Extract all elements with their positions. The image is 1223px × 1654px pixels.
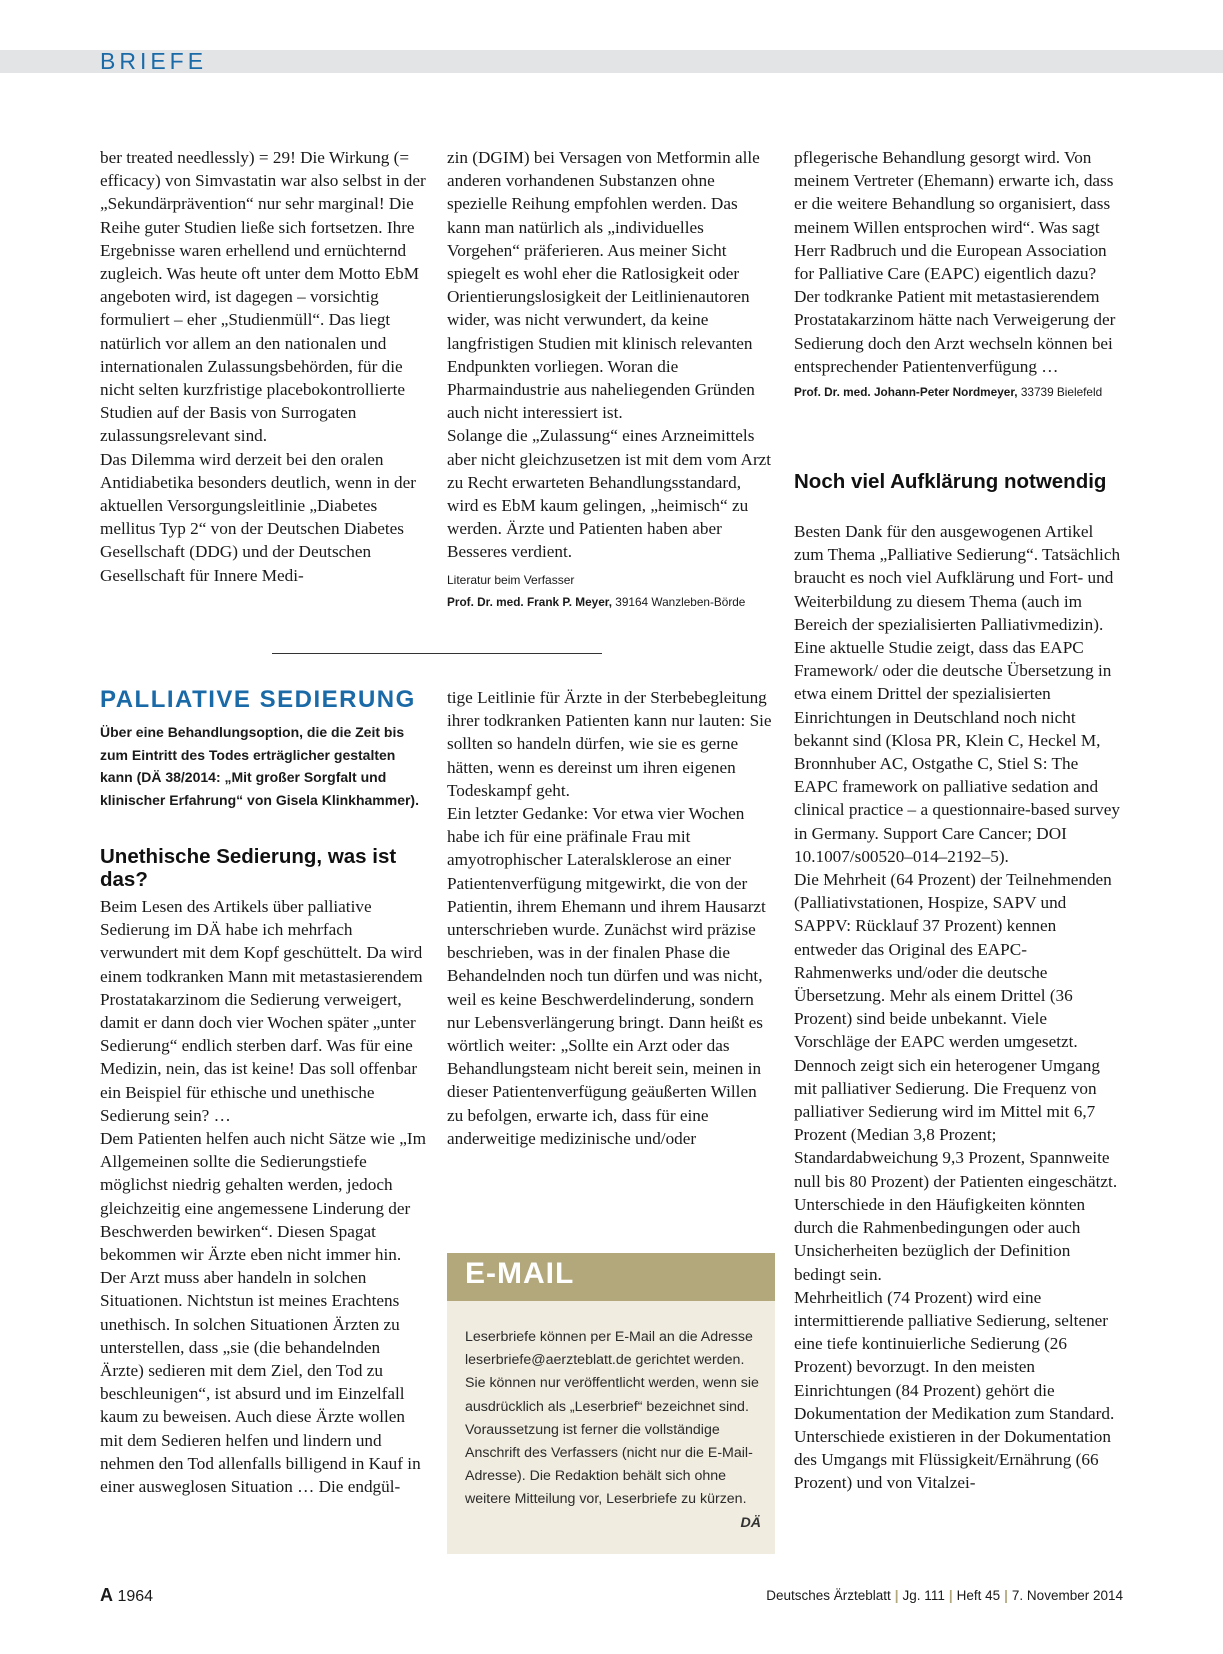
col1-top-text xyxy=(100,146,428,587)
paragraph: Besten Dank für den ausgewogenen Artikel zum Thema „Palliative Sedierung“. Tatsächlich braucht es noch viel Aufklärung und Fort- und Weiterbildung zu diesem Thema (auch im Bereich der spezialisierten Palliativmedizin). Eine aktuelle Studie zeigt, dass das EAPC Framework/ oder die deutsche Übersetzung in etwa einem Drittel der spezialisierten Einrichtungen in Deutschland noch nicht bekannt sind (Klosa PR, Klein C, Heckel M, Bronnhuber AC, Ostgathe C, Stiel S: The EAPC framework on palliative sedation and clinical practice – a questionnaire-based survey in Germany. Support Care Cancer; DOI 10.1007/s00520–014–2192–5). xyxy=(794,522,1121,866)
journal-issue: Heft 45 xyxy=(956,1588,1001,1603)
paragraph: Solange die „Zulassung“ eines Arzneimittels aber nicht gleichzusetzen ist mit dem vom Arzt zu Recht erwarteten Behandlungsstandard, wird es EbM kaum gelingen, „heimisch“ zu werden. Ärzte und Patienten haben aber Besseres verdient. xyxy=(447,426,772,562)
section-label: BRIEFE xyxy=(100,48,208,74)
col3-top-text xyxy=(794,146,1122,400)
author-location: 39164 Wanzleben-Börde xyxy=(615,594,746,609)
page-number xyxy=(100,1585,153,1606)
email-signature: DÄ xyxy=(740,1514,761,1531)
page-prefix: A xyxy=(100,1585,113,1605)
letter1-body xyxy=(100,895,428,1498)
paragraph: Ein letzter Gedanke: Vor etwa vier Wochen habe ich für eine präfinale Frau mit amyotrophischer Lateralsklerose an einer Patientenverfügung mitgewirkt, die von der Patientin, ihrem Ehemann und ihrem Hausarzt unterschrieben wurde. Zunächst wird präzise beschrieben, was in der finalen Phase die Behandelnden noch tun dürfen und was nicht, weil es keine Beschwerdelinderung, sondern nur Lebensverlängerung bringt. Dann heißt es wörtlich weiter: „Sollte ein Arzt oder das Behandlungsteam nicht bereit sein, meinen in dieser Patientenverfügung geäußerten Willen zu befolgen, erwarte ich, dass für eine anderweitige medizinische und/oder xyxy=(447,804,766,1148)
paragraph: Das Dilemma wird derzeit bei den oralen Antidiabetika besonders deutlich, wenn in der aktuellen Versorgungsleitlinie „Diabetes mellitus Typ 2“ von der Deutschen Diabetes Gesellschaft (DDG) und der Deutschen Gesellschaft für Innere Medi- xyxy=(100,449,416,585)
paragraph: Dem Patienten helfen auch nicht Sätze wie „Im Allgemeinen sollte die Sedierungstiefe möglichst niedrig gehalten werden, jedoch gleichzeitig eine angemessene Linderung der Beschwerden bewirken“. Diesen Spagat bekommen wir Ärzte eben nicht immer hin. Der Arzt muss aber handeln in solchen Situationen. Nichtstun ist meines Erachtens unethisch. In solchen Situationen Ärzten zu unterstellen, dass „sie (die behandelnden Ärzte) sedieren mit dem Ziel, den Tod zu beschleunigen“, ist absurd und im Einzelfall kaum zu beweisen. Auch diese Ärzte wollen mit dem Sedieren helfen und lindern und nehmen den Tod allenfalls billigend in Kauf in einer ausweglosen Situation … Die endgül- xyxy=(100,1129,426,1497)
author-signature xyxy=(447,594,775,610)
journal-name: Deutsches Ärzteblatt xyxy=(766,1588,891,1603)
letter1-continued xyxy=(447,686,775,1150)
journal-volume: Jg. 111 xyxy=(902,1588,945,1603)
email-box-title: E-MAIL xyxy=(465,1257,575,1290)
email-box-header xyxy=(447,1253,775,1301)
letter-headline: Unethische Sedierung, was ist das? xyxy=(100,845,397,891)
journal-info: Deutsches Ärzteblatt | Jg. 111 | Heft 45 | 7. November 2014 xyxy=(766,1588,1123,1603)
paragraph: ber treated needlessly) = 29! Die Wirkung (= efficacy) von Simvastatin war also selbst in der „Sekundärprävention“ nur sehr marginal! Die Reihe guter Studien ließe sich fortsetzen. Ihre Ergebnisse waren erhellend und ernüchternd zugleich. Was heute oft unter dem Motto EbM angeboten wird, ist dagegen – vorsichtig formuliert – eher „Studienmüll“. Das liegt natürlich vor allem an den nationalen und internationalen Zulassungsbehörden, für die nicht selten kurzfristige placebokontrollierte Studien auf der Basis von Surrogaten zulassungsrelevant sind. xyxy=(100,148,426,446)
paragraph: pflegerische Behandlung gesorgt wird. Von meinem Vertreter (Ehemann) erwarte ich, dass er die weitere Behandlung so organisiert, dass meinem Willen entsprochen wird“. Was sagt Herr Radbruch und die European Association for Palliative Care (EAPC) eigentlich dazu? Der todkranke Patient mit metastasierendem Prostatakarzinom hätte nach Verweigerung der Sedierung doch den Arzt wechseln können bei entsprechender Patientenverfügung … xyxy=(794,148,1116,376)
paragraph: Beim Lesen des Artikels über palliative Sedierung im DÄ habe ich mehrfach verwundert mit dem Kopf geschüttelt. Da wird einem todkranken Mann mit metastasierendem Prostatakarzinom die Sedierung verweigert, damit er dann doch vier Wochen später „unter Sedierung“ endlich sterben darf. Was für eine Medizin, nein, das ist keine! Das soll offenbar ein Beispiel für ethische und unethische Sedierung sein? … xyxy=(100,897,423,1125)
email-info-box xyxy=(447,1253,775,1554)
literature-note: Literatur beim Verfasser xyxy=(447,572,575,587)
letter2-body xyxy=(794,520,1122,1495)
page-number-value: 1964 xyxy=(117,1588,154,1605)
author-signature xyxy=(794,384,1122,400)
author-location: 33739 Bielefeld xyxy=(1020,385,1103,400)
section-title: PALLIATIVE SEDIERUNG xyxy=(100,686,416,713)
author-name: Prof. Dr. med. Frank P. Meyer, xyxy=(447,594,613,609)
paragraph: Mehrheitlich (74 Prozent) wird eine intermittierende palliative Sedierung, seltener eine tiefe kontinuierliche Sedierung (26 Prozent) bevorzugt. In den meisten Einrichtungen (84 Prozent) gehört die Dokumentation der Medikation zum Standard. Unterschiede existieren in der Dokumentation des Umgangs mit Flüssigkeit/Ernährung (66 Prozent) und von Vitalzei- xyxy=(794,1287,1115,1493)
author-name: Prof. Dr. med. Johann-Peter Nordmeyer, xyxy=(794,385,1018,400)
email-instructions: Leserbriefe können per E-Mail an die Adresse leserbriefe@aerzteblatt.de gerichtet werden. Sie können nur veröffentlicht werden, wenn sie ausdrücklich als „Leserbrief“ bezeichnet sind. Voraussetzung ist ferner die vollständige Anschrift des Verfassers (nicht nur die E-Mail-Adresse). Die Redaktion behält sich ohne weitere Mitteilung vor, Leserbriefe zu kürzen. xyxy=(465,1329,759,1508)
paragraph: Die Mehrheit (64 Prozent) der Teilnehmenden (Palliativstationen, Hospize, SAPV und SAPPV: Rücklauf 37 Prozent) kennen entweder das Original des EAPC-Rahmenwerks und/oder die deutsche Übersetzung. Mehr als einem Drittel (36 Prozent) sind beide unbekannt. Viele Vorschläge der EAPC werden umgesetzt. Dennoch zeigt sich ein heterogener Umgang mit palliativer Sedierung. Die Frequenz von palliativer Sedierung wird im Mittel mit 6,7 Prozent (Median 3,8 Prozent; Standardabweichung 9,3 Prozent, Spannweite null bis 80 Prozent) der Patienten eingeschätzt. Unterschiede in den Häufigkeiten könnten durch die Rahmenbedingungen oder auch Unsicherheiten bezüglich der Definition bedingt sein. xyxy=(794,870,1118,1284)
paragraph: tige Leitlinie für Ärzte in der Sterbebegleitung ihrer todkranken Patienten kann nur lauten: Sie sollten so handeln dürfen, wie sie es gerne hätten, wenn es dereinst um ihren eigenen Todeskampf geht. xyxy=(447,688,772,800)
section-dek: Über eine Behandlungsoption, die die Zeit bis zum Eintritt des Todes erträglicher gestalten kann (DÄ 38/2014: „Mit großer Sorgfalt und klinischer Erfahrung“ von Gisela Klinkhammer). xyxy=(100,724,419,808)
journal-date: 7. November 2014 xyxy=(1011,1588,1123,1603)
letter-headline: Noch viel Aufklärung notwendig xyxy=(794,470,1107,493)
paragraph: zin (DGIM) bei Versagen von Metformin alle anderen vorhandenen Substanzen ohne spezielle Reihung empfohlen werden. Das kann man natürlich als „individuelles Vorgehen“ präferieren. Aus meiner Sicht spiegelt es wohl eher die Ratlosigkeit oder Orientierungslosigkeit der Leitlinienautoren wider, was nicht verwundert, da keine langfristigen Studien mit klinisch relevanten Endpunkten vorliegen. Woran die Pharmaindustrie aus naheliegenden Gründen auch nicht interessiert ist. xyxy=(447,148,760,423)
col2-top-text xyxy=(447,146,775,610)
email-box-text xyxy=(465,1326,761,1535)
divider-rule xyxy=(272,653,602,654)
